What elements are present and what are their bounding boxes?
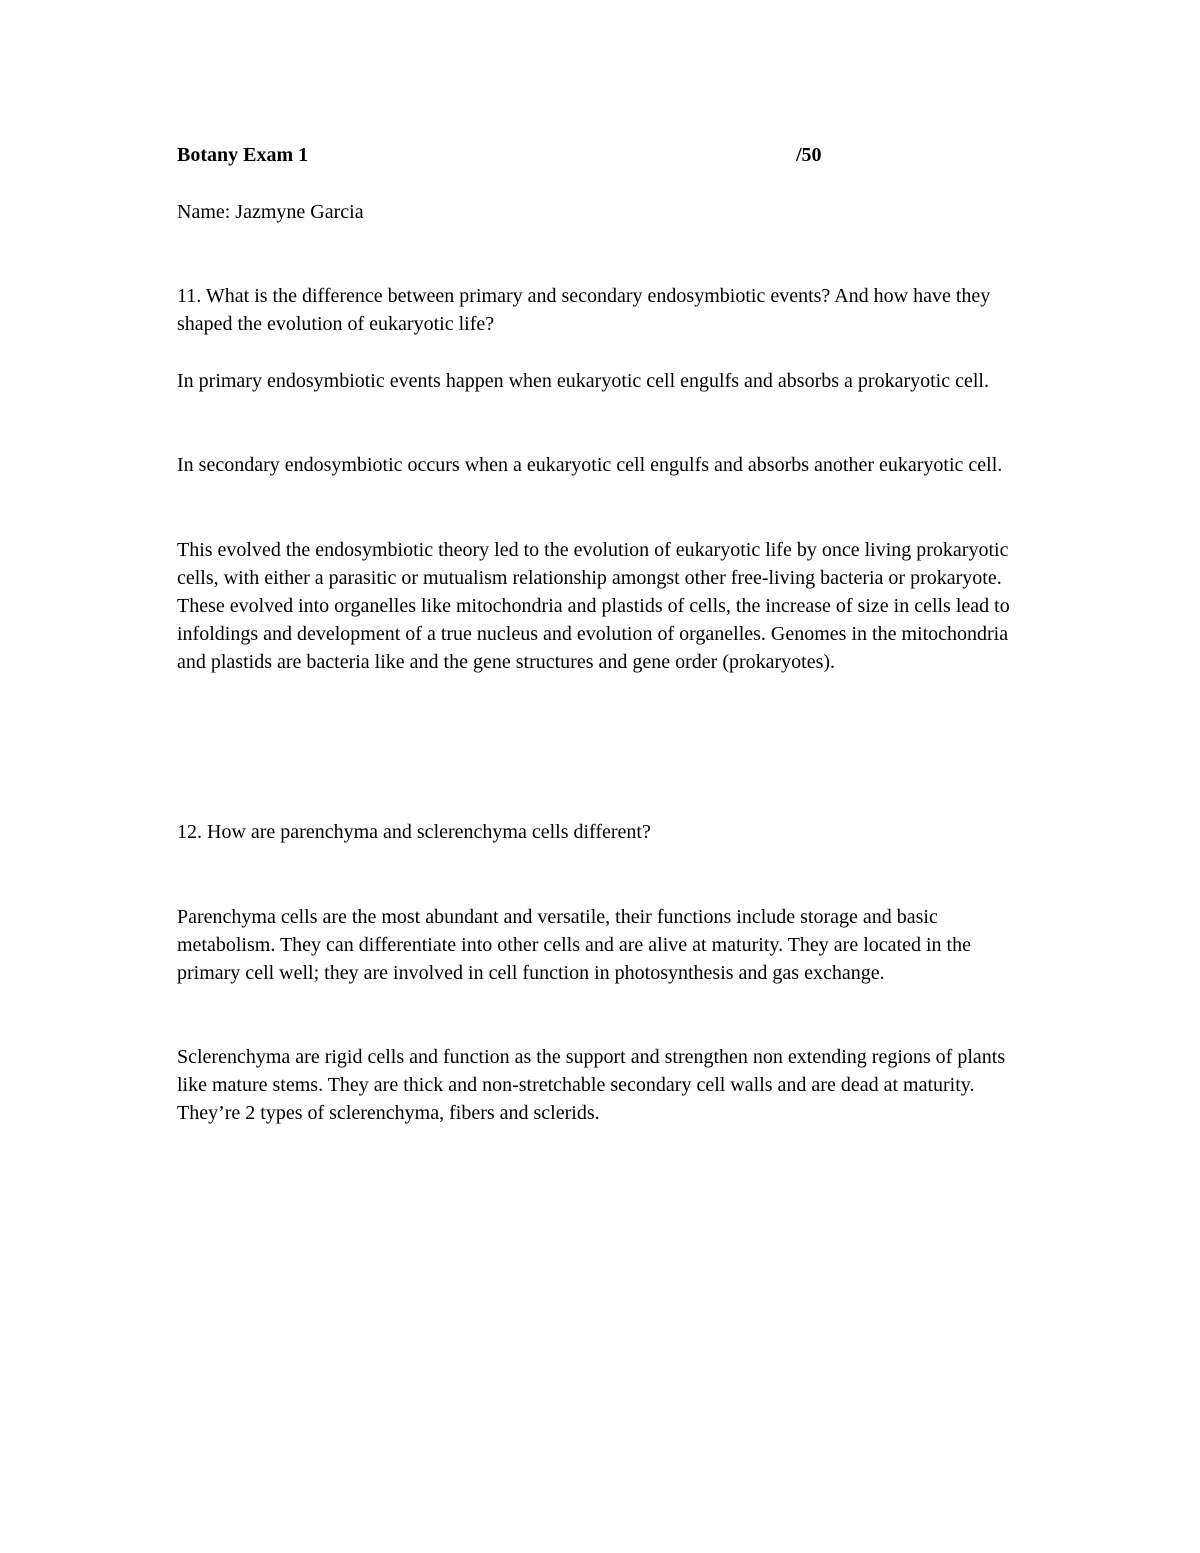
exam-title: Botany Exam 1 — [177, 144, 309, 166]
score-total: /50 — [796, 144, 822, 166]
answer-11-paragraph-2: In secondary endosymbiotic occurs when a eukaryotic cell engulfs and absorbs another eukaryotic cell. — [177, 454, 1003, 476]
student-name: Name: Jazmyne Garcia — [177, 201, 364, 223]
answer-12-paragraph-1: Parenchyma cells are the most abundant and versatile, their functions include storage and basic metabolism. They can differentiate into other cells and are alive at maturity. They are located in the primary cell well; they are involved in cell function in photosynthesis and gas exchange. — [177, 906, 971, 984]
question-11: 11. What is the difference between primary and secondary endosymbiotic events? And how have they shaped the evolution of eukaryotic life? — [177, 285, 991, 335]
answer-11-paragraph-3: This evolved the endosymbiotic theory led to the evolution of eukaryotic life by once living prokaryotic cells, with either a parasitic or mutualism relationship amongst other free-living bacteria or prokaryote. These evolved into organelles like mitochondria and plastids of cells, the increase of size in cells lead to infoldings and development of a true nucleus and evolution of organelles. Genomes in the mitochondria and plastids are bacteria like and the gene structures and gene order (prokaryotes). — [177, 539, 1010, 673]
answer-11-paragraph-1: In primary endosymbiotic events happen when eukaryotic cell engulfs and absorbs a prokaryotic cell. — [177, 370, 989, 392]
answer-12-paragraph-2: Sclerenchyma are rigid cells and function as the support and strengthen non extending regions of plants like mature stems. They are thick and non-stretchable secondary cell walls and are dead at maturity. They’re 2 types of sclerenchyma, fibers and sclerids. — [177, 1046, 1006, 1124]
question-12: 12. How are parenchyma and sclerenchyma cells different? — [177, 821, 651, 843]
